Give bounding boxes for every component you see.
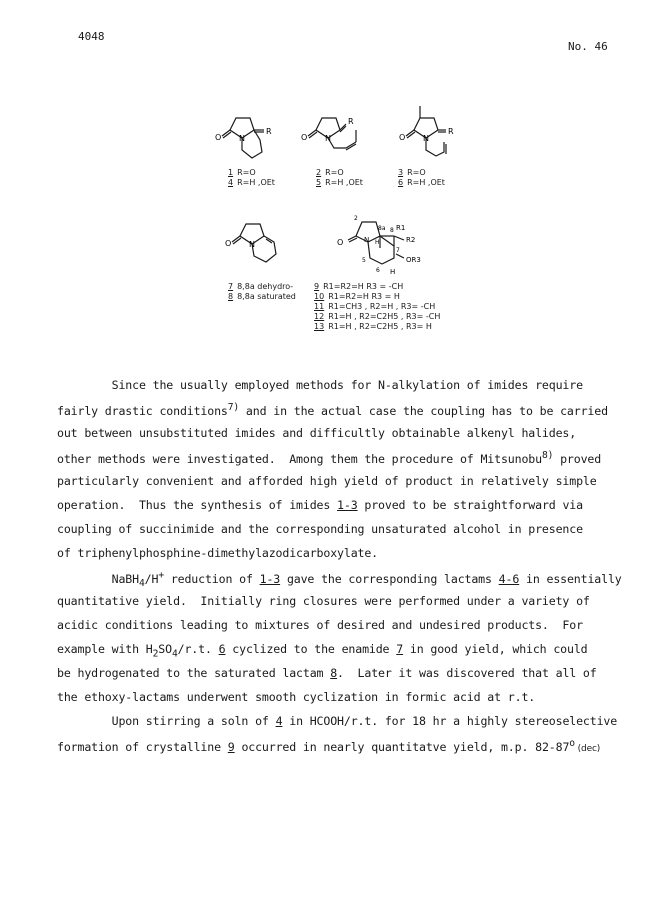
caption-compound-7: 7 8,8a dehydro- xyxy=(228,282,294,291)
atom-o: O xyxy=(215,133,222,142)
caption-compound-4: 4 R=H ,OEt xyxy=(228,178,275,187)
atom-r: R xyxy=(348,117,354,126)
text-line: NaBH$_4$/H+ reduction of 1-3 gave the corresponding lactams 4-6 in essentially xyxy=(57,570,622,590)
atom-o: O xyxy=(301,133,308,142)
structure-7-8 xyxy=(222,212,292,272)
page-number: 4048 xyxy=(78,30,105,43)
locant-7: 7 xyxy=(396,247,400,254)
text-line: be hydrogenated to the saturated lactam 8. Later it was discovered that all of xyxy=(57,666,597,680)
caption-compound-8: 8 8,8a saturated xyxy=(228,292,296,301)
structure-1-4 xyxy=(212,108,282,168)
atom-n: N xyxy=(249,240,255,249)
caption-compound-1: 1 R=O xyxy=(228,168,256,177)
text-line: particularly convenient and afforded high yield of product in relatively simple xyxy=(57,474,597,488)
text-line: the ethoxy-lactams underwent smooth cyclization in formic acid at r.t. xyxy=(57,690,536,704)
text-line: acidic conditions leading to mixtures of desired and undesired products. For xyxy=(57,618,583,632)
atom-o: O xyxy=(399,133,406,142)
atom-o: O xyxy=(337,238,344,247)
journal-issue: No. 46 xyxy=(568,40,608,53)
caption-compound-9: 9 R1=R2=H R3 = -CH xyxy=(314,282,404,291)
locant-8: 8 xyxy=(390,227,394,234)
atom-r: R xyxy=(448,127,454,136)
structure-3-6 xyxy=(396,98,466,168)
text-line: other methods were investigated. Among them the procedure of Mitsunobu$^{8)}$ proved xyxy=(57,450,602,466)
text-line: operation. Thus the synthesis of imides 1-3 proved to be straightforward via xyxy=(57,498,583,512)
atom-n: N xyxy=(423,134,429,143)
atom-n: N xyxy=(239,134,245,143)
text-line: formation of crystalline 9 occurred in nearly quantitatve yield, m.p. 82-87$^o$ (dec) xyxy=(57,738,601,754)
atom-r2: R2 xyxy=(406,236,416,244)
atom-r: R xyxy=(266,127,272,136)
text-line: example with $H_2SO_4/r.t$. 6 cyclized to the enamide 7 in good yield, which could xyxy=(57,642,588,660)
text-line: out between unsubstituted imides and difficultly obtainable alkenyl halides, xyxy=(57,426,577,440)
locant-6: 6 xyxy=(376,267,380,274)
caption-compound-3: 3 R=O xyxy=(398,168,426,177)
text-line: fairly drastic conditions$^{7)}$ and in the actual case the coupling has to be carried xyxy=(57,402,608,418)
text-line: Upon stirring a soln of 4 in HCOOH/r.t. for 18 hr a highly stereoselective xyxy=(57,714,618,728)
atom-n: N xyxy=(325,134,331,143)
caption-compound-11: 11 R1=CH3 , R2=H , R3= -CH xyxy=(314,302,436,311)
text-line: Since the usually employed methods for N-alkylation of imides require xyxy=(57,378,583,392)
text-line: coupling of succinimide and the corresponding unsaturated alcohol in presence xyxy=(57,522,583,536)
caption-compound-2: 2 R=O xyxy=(316,168,344,177)
text-line: of triphenylphosphine-dimethylazodicarboxylate. xyxy=(57,546,379,560)
structure-9-13 xyxy=(334,200,444,282)
text-line: quantitative yield. Initially ring closures were performed under a variety of xyxy=(57,594,590,608)
atom-h-7: H xyxy=(390,268,396,276)
atom-or3: OR3 xyxy=(406,256,421,264)
locant-8a: 8a xyxy=(378,225,386,232)
atom-h: H xyxy=(375,239,380,246)
locant-2: 2 xyxy=(354,215,358,222)
locant-5: 5 xyxy=(362,257,366,264)
caption-compound-6: 6 R=H ,OEt xyxy=(398,178,445,187)
atom-r1: R1 xyxy=(396,224,406,232)
caption-compound-10: 10 R1=R2=H R3 = H xyxy=(314,292,400,301)
structure-2-5 xyxy=(298,108,378,168)
chemical-structures-figure xyxy=(0,0,672,360)
caption-compound-12: 12 R1=H , R2=C2H5 , R3= -CH xyxy=(314,312,441,321)
atom-o: O xyxy=(225,239,232,248)
caption-compound-5: 5 R=H ,OEt xyxy=(316,178,363,187)
atom-n: N xyxy=(364,236,370,244)
caption-compound-13: 13 R1=H , R2=C2H5 , R3= H xyxy=(314,322,432,331)
